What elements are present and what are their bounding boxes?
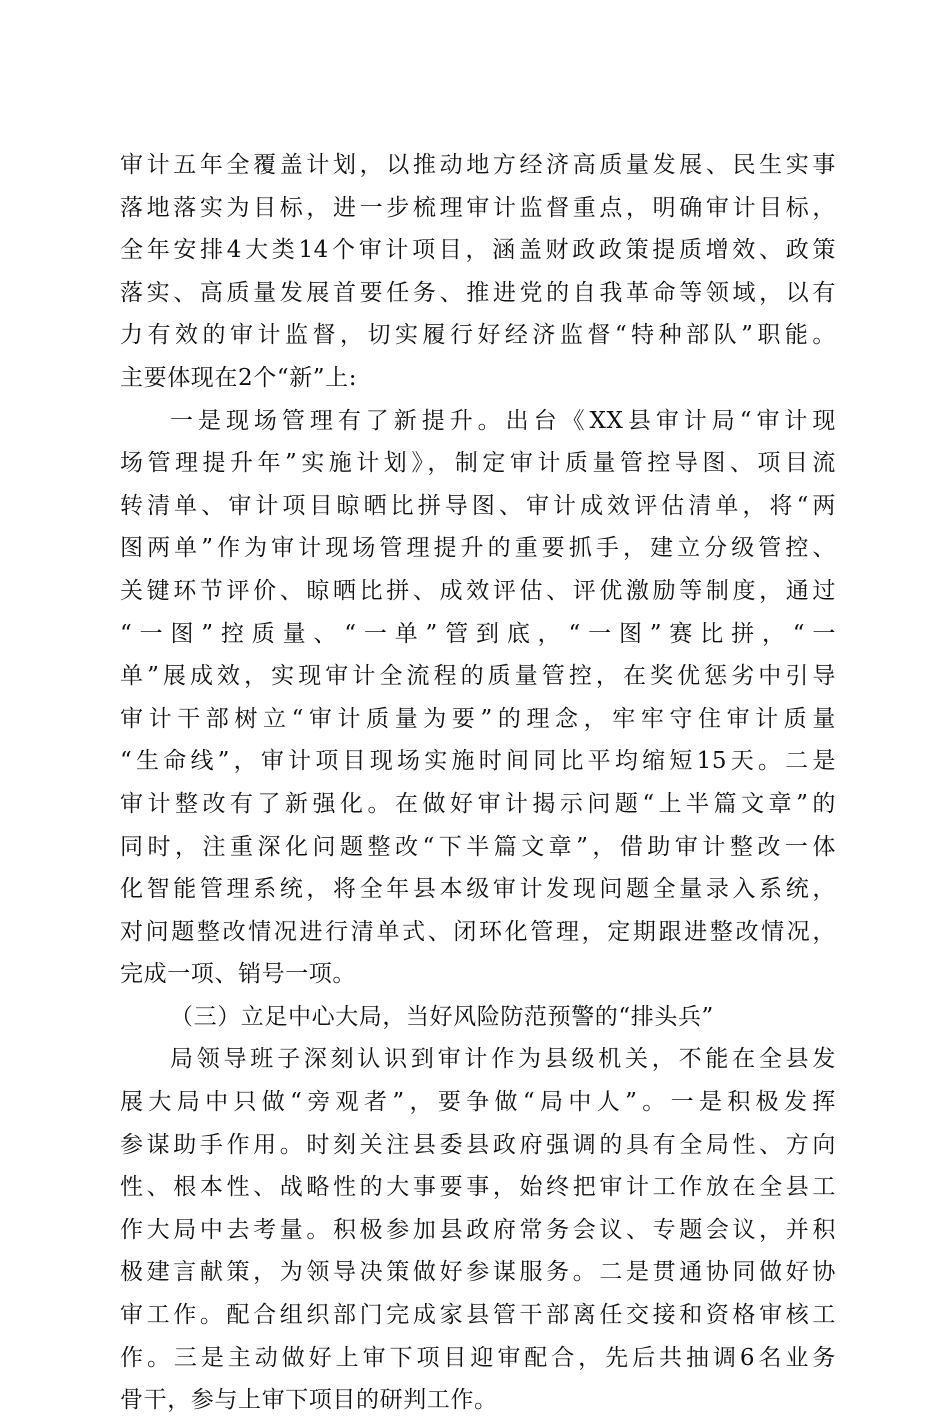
paragraph-line: 极建言献策，为领导决策做好参谋服务。二是贯通协同做好协 bbox=[120, 1259, 836, 1286]
document-body bbox=[120, 144, 836, 1422]
paragraph-line: “一图”控质量、“一单”管到底，“一图”赛比拼，“一 bbox=[120, 620, 836, 647]
paragraph-line: 性、根本性、战略性的大事要事，始终把审计工作放在全县工 bbox=[120, 1174, 836, 1201]
paragraph-line: 参谋助手作用。时刻关注县委县政府强调的具有全局性、方向 bbox=[120, 1131, 836, 1158]
paragraph-line: 落地落实为目标，进一步梳理审计监督重点，明确审计目标， bbox=[120, 194, 836, 221]
paragraph-line: 审计五年全覆盖计划，以推动地方经济高质量发展、民生实事 bbox=[120, 152, 836, 178]
paragraph-line: 同时，注重深化问题整改“下半篇文章”，借助审计整改一体 bbox=[120, 833, 836, 860]
paragraph-line: 力有效的审计监督，切实履行好经济监督“特种部队”职能。 bbox=[120, 322, 836, 349]
paragraph-first-line: 一是现场管理有了新提升。出台《XX县审计局“审计现 bbox=[170, 407, 836, 434]
paragraph-line: 转清单、审计项目晾晒比拼导图、审计成效评估清单，将“两 bbox=[120, 492, 836, 519]
paragraph-line-last: 骨干，参与上审下项目的研判工作。 bbox=[120, 1387, 498, 1414]
paragraph-line-last: 完成一项、销号一项。 bbox=[120, 961, 356, 988]
paragraph-line: 全年安排4大类14个审计项目，涵盖财政政策提质增效、政策 bbox=[120, 237, 836, 264]
paragraph-line: 落实、高质量发展首要任务、推进党的自我革命等领域，以有 bbox=[120, 279, 836, 306]
paragraph-line: 图两单”作为审计现场管理提升的重要抓手，建立分级管控、 bbox=[120, 535, 836, 562]
paragraph-line: 审计整改有了新强化。在做好审计揭示问题“上半篇文章”的 bbox=[120, 790, 836, 817]
paragraph-first-line: 局领导班子深刻认识到审计作为县级机关，不能在全县发 bbox=[170, 1046, 836, 1073]
paragraph-line: 化智能管理系统，将全年县本级审计发现问题全量录入系统， bbox=[120, 876, 836, 903]
paragraph-line: 作大局中去考量。积极参加县政府常务会议、专题会议，并积 bbox=[120, 1216, 836, 1243]
paragraph-line: 关键环节评价、晾晒比拼、成效评估、评优激励等制度，通过 bbox=[120, 577, 836, 604]
paragraph-line: 单”展成效，实现审计全流程的质量管控，在奖优惩劣中引导 bbox=[120, 663, 836, 690]
paragraph-line: 审计干部树立“审计质量为要”的理念，牢牢守住审计质量 bbox=[120, 705, 836, 732]
paragraph-line: 对问题整改情况进行清单式、闭环化管理，定期跟进整改情况， bbox=[120, 918, 836, 945]
paragraph-line: 作。三是主动做好上审下项目迎审配合，先后共抽调6名业务 bbox=[120, 1344, 836, 1371]
paragraph-line: “生命线”，审计项目现场实施时间同比平均缩短15天。二是 bbox=[120, 748, 836, 775]
section-heading: （三）立足中心大局，当好风险防范预警的“排头兵” bbox=[170, 1003, 714, 1030]
paragraph-line-last: 主要体现在2个“新”上: bbox=[120, 364, 358, 391]
paragraph-line: 审工作。配合组织部门完成家县管干部离任交接和资格审核工 bbox=[120, 1302, 836, 1329]
paragraph-line: 场管理提升年”实施计划》，制定审计质量管控导图、项目流 bbox=[120, 450, 836, 477]
paragraph-line: 展大局中只做“旁观者”，要争做“局中人”。一是积极发挥 bbox=[120, 1089, 836, 1116]
